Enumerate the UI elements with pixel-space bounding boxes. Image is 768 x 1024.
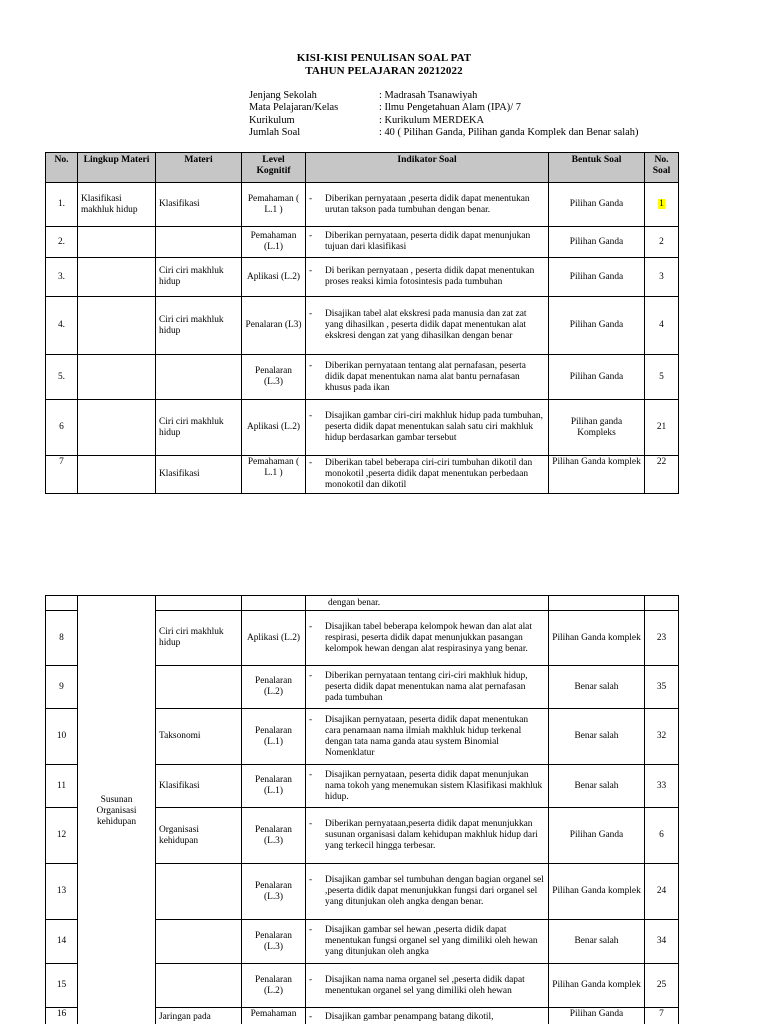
cell-no: 14 xyxy=(46,920,78,964)
indikator-text: Disajikan tabel beberapa kelompok hewan dan alat alat respirasi, peserta didik dapat menunjukkan pasangan kelompok hewan dengan alat respirasinya yang benar. xyxy=(325,621,532,654)
indikator-text: Disajikan gambar sel tumbuhan dengan bagian organel sel ,peserta didik dapat menunjukkan fungsi dari organel sel yang ditunjukan oleh angka dengan benar. xyxy=(325,875,544,907)
indikator-text: Diberikan pernyataan tentang alat pernafasan, peserta didik dapat menentukan nama alat bantu pernafasan khusus pada ikan xyxy=(325,360,526,393)
cell-indikator xyxy=(306,611,549,666)
meta-label: Jumlah Soal xyxy=(249,127,301,139)
header-level: Level Kognitif xyxy=(242,153,306,183)
cell-level: Aplikasi (L.2) xyxy=(242,611,306,666)
cell-bentuk: Pilihan Ganda xyxy=(549,355,645,400)
cell-bentuk: Pilihan Ganda xyxy=(549,808,645,864)
cell-no: 15 xyxy=(46,964,78,1008)
cell-lingkup xyxy=(78,227,156,258)
header-indikator: Indikator Soal xyxy=(306,153,549,183)
cell-materi: Ciri ciri makhluk hidup xyxy=(156,400,242,456)
cell-level: Penalaran (L3) xyxy=(242,297,306,355)
cell-indikator xyxy=(306,183,549,227)
cell-indikator-carry: dengan benar. xyxy=(306,596,549,611)
meta-label: Jenjang Sekolah xyxy=(249,90,317,101)
indikator-text: Disajikan gambar penampang batang dikotil, xyxy=(325,1012,494,1022)
cell-indikator xyxy=(306,964,549,1008)
cell-nosoal xyxy=(645,183,679,227)
indikator-text: Disajikan nama nama organel sel ,peserta didik dapat menentukan organel sel yang dimiliki oleh hewan xyxy=(325,974,525,996)
cell-materi: Klasifikasi xyxy=(156,456,242,494)
cell-level: Penalaran (L.3) xyxy=(242,864,306,920)
cell-materi xyxy=(156,227,242,258)
cell-bentuk: Pilihan Ganda xyxy=(549,1008,645,1024)
indikator-text: Diberikan pernyataan, peserta didik dapat menunjukan tujuan dari klasifikasi xyxy=(325,231,531,252)
cell-bentuk: Pilihan ganda Kompleks xyxy=(549,400,645,456)
bullet-dash: - xyxy=(309,411,313,421)
cell-materi: Ciri ciri makhluk hidup xyxy=(156,297,242,355)
table-row xyxy=(46,297,679,355)
cell-bentuk: Pilihan Ganda xyxy=(549,297,645,355)
table-row xyxy=(46,183,679,227)
bullet-dash: - xyxy=(309,714,313,725)
cell-indikator xyxy=(306,920,549,964)
cell-bentuk: Benar salah xyxy=(549,709,645,765)
cell-level: Penalaran (L.2) xyxy=(242,964,306,1008)
document-title: KISI-KISI PENULISAN SOAL PAT xyxy=(296,52,472,64)
cell-level: Pemahaman xyxy=(242,1008,306,1024)
cell-no: 12 xyxy=(46,808,78,864)
cell-bentuk: Benar salah xyxy=(549,666,645,709)
bullet-dash: - xyxy=(309,875,313,885)
cell-nosoal: 24 xyxy=(645,864,679,920)
cell-level: Pemahaman (L.1) xyxy=(242,227,306,258)
cell-nosoal: 6 xyxy=(645,808,679,864)
bullet-dash: - xyxy=(309,360,313,371)
header-bentuk: Bentuk Soal xyxy=(549,153,645,183)
cell-materi xyxy=(156,920,242,964)
cell-nosoal: 35 xyxy=(645,666,679,709)
cell-indikator xyxy=(306,400,549,456)
cell-level: Penalaran (L.2) xyxy=(242,666,306,709)
indikator-text: Diberikan tabel beberapa ciri-ciri tumbuhan dikotil dan monokotil ,peserta didik dapat menentukan perbedaan monokotil dan dikotil xyxy=(325,458,533,490)
cell-bentuk: Benar salah xyxy=(549,920,645,964)
cell-nosoal: 2 xyxy=(645,227,679,258)
cell-nosoal: 32 xyxy=(645,709,679,765)
cell-lingkup xyxy=(78,258,156,297)
blueprint-table-page2 xyxy=(45,595,679,1024)
meta-label: Kurikulum xyxy=(249,114,295,126)
cell-bentuk: Pilihan Ganda komplek xyxy=(549,864,645,920)
cell-no: 13 xyxy=(46,864,78,920)
table-row xyxy=(46,456,679,494)
cell-level: Pemahaman ( L.1 ) xyxy=(242,456,306,494)
highlighted-number: 1 xyxy=(659,199,664,209)
cell-no: 11 xyxy=(46,765,78,808)
indikator-text: Di berikan pernyataan , peserta didik dapat menentukan proses reaksi kimia fotosintesis pada tumbuhan xyxy=(325,266,535,287)
table-row xyxy=(46,258,679,297)
bullet-dash: - xyxy=(309,769,313,780)
cell-materi xyxy=(156,355,242,400)
cell-lingkup xyxy=(78,456,156,494)
cell-indikator xyxy=(306,355,549,400)
cell-no: 6 xyxy=(46,400,78,456)
cell-no: 9 xyxy=(46,666,78,709)
meta-value: : Kurikulum MERDEKA xyxy=(379,114,485,126)
cell-no xyxy=(46,596,78,611)
cell-level: Penalaran (L.1) xyxy=(242,709,306,765)
cell-nosoal: 4 xyxy=(645,297,679,355)
cell-level: Penalaran (L.3) xyxy=(242,808,306,864)
cell-nosoal: 21 xyxy=(645,400,679,456)
cell-bentuk: Pilihan Ganda xyxy=(549,227,645,258)
cell-indikator xyxy=(306,709,549,765)
cell-indikator xyxy=(306,765,549,808)
cell-indikator xyxy=(306,258,549,297)
bullet-dash: - xyxy=(309,621,313,632)
cell-nosoal: 3 xyxy=(645,258,679,297)
cell-level: Penalaran (L.3) xyxy=(242,355,306,400)
cell-bentuk: Pilihan Ganda xyxy=(549,183,645,227)
cell-level: Penalaran (L.3) xyxy=(242,920,306,964)
cell-no: 4. xyxy=(46,297,78,355)
header-lingkup: Lingkup Materi xyxy=(78,153,156,183)
meta-value: : Ilmu Pengetahuan Alam (IPA)/ 7 xyxy=(379,102,521,114)
cell-no: 3. xyxy=(46,258,78,297)
cell-level: Penalaran (L.1) xyxy=(242,765,306,808)
header-nosoal: No. Soal xyxy=(645,153,679,183)
cell-materi: Ciri ciri makhluk hidup xyxy=(156,258,242,297)
bullet-dash: - xyxy=(309,974,313,985)
cell-nosoal: 34 xyxy=(645,920,679,964)
table-row-carryover xyxy=(46,596,679,611)
cell-no: 8 xyxy=(46,611,78,666)
cell-indikator xyxy=(306,297,549,355)
bullet-dash: - xyxy=(309,458,313,468)
blueprint-table-page1 xyxy=(45,152,679,494)
cell-materi xyxy=(156,666,242,709)
cell-materi xyxy=(156,864,242,920)
table-header-row xyxy=(46,153,679,183)
meta-value: : 40 ( Pilihan Ganda, Pilihan ganda Komplek dan Benar salah) xyxy=(379,127,639,139)
table-row xyxy=(46,400,679,456)
cell-lingkup: Klasifikasi makhluk hidup xyxy=(78,183,156,227)
bullet-dash: - xyxy=(309,193,313,204)
cell-no: 7 xyxy=(46,456,78,494)
indikator-text: Diberikan pernyataan ,peserta didik dapat menentukan urutan takson pada tumbuhan dengan benar. xyxy=(325,193,530,215)
bullet-dash: - xyxy=(309,670,313,681)
cell-no: 1. xyxy=(46,183,78,227)
cell-bentuk: Pilihan Ganda komplek xyxy=(549,611,645,666)
cell-bentuk: Pilihan Ganda komplek xyxy=(549,964,645,1008)
meta-label: Mata Pelajaran/Kelas xyxy=(249,102,339,114)
cell-no: 16 xyxy=(46,1008,78,1024)
bullet-dash: - xyxy=(309,925,313,935)
bullet-dash: - xyxy=(309,1012,313,1022)
cell-materi xyxy=(156,596,242,611)
cell-nosoal: 22 xyxy=(645,456,679,494)
cell-materi: Organisasi kehidupan xyxy=(156,808,242,864)
indikator-text: Disajikan pernyataan, peserta didik dapat menunjukan nama tokoh yang menemukan sistem Klasifikasi makhluk hidup. xyxy=(325,769,543,802)
header-no: No. xyxy=(46,153,78,183)
cell-lingkup-merged xyxy=(78,596,156,1024)
cell-nosoal: 33 xyxy=(645,765,679,808)
cell-materi: Klasifikasi xyxy=(156,183,242,227)
bullet-dash: - xyxy=(309,266,313,276)
cell-lingkup xyxy=(78,297,156,355)
cell-nosoal: 25 xyxy=(645,964,679,1008)
indikator-text: Disajikan pernyataan, peserta didik dapat menentukan cara penamaan nama ilmiah makhluk hidup terkenal dengan tata nama ganda atau system Binomial Nomenklatur xyxy=(325,714,529,758)
indikator-text: Disajikan gambar ciri-ciri makhluk hidup pada tumbuhan, peserta didik dapat menentukan salah satu ciri makhluk hidup berdasarkan gambar tersebut xyxy=(325,411,543,443)
cell-indikator xyxy=(306,456,549,494)
cell-lingkup xyxy=(78,355,156,400)
indikator-text: Disajikan tabel alat ekskresi pada manusia dan zat zat yang dihasilkan , peserta didik dapat menentukan alat ekskresi dengan zat yang dihasilkan dengan benar xyxy=(325,309,527,341)
bullet-dash: - xyxy=(309,309,313,319)
cell-bentuk: Pilihan Ganda komplek xyxy=(549,456,645,494)
cell-indikator xyxy=(306,864,549,920)
cell-indikator xyxy=(306,1008,549,1024)
cell-no: 10 xyxy=(46,709,78,765)
indikator-text: Diberikan pernyataan,peserta didik dapat menunjukkan susunan organisasi dalam kehidupan makhluk hidup dari yang terkecil hingga terbesar. xyxy=(325,819,538,851)
meta-value: : Madrasah Tsanawiyah xyxy=(379,90,478,101)
cell-nosoal xyxy=(645,596,679,611)
cell-level xyxy=(242,596,306,611)
cell-level: Aplikasi (L.2) xyxy=(242,258,306,297)
indikator-text: Disajikan gambar sel hewan ,peserta didik dapat menentukan fungsi organel sel yang dimiliki oleh hewan yang ditunjukan oleh angka xyxy=(325,925,538,957)
cell-level: Aplikasi (L.2) xyxy=(242,400,306,456)
cell-bentuk: Pilihan Ganda xyxy=(549,258,645,297)
cell-nosoal: 23 xyxy=(645,611,679,666)
table-row xyxy=(46,355,679,400)
lingkup-text: Susunan Organisasi kehidupan xyxy=(96,795,137,827)
cell-no: 2. xyxy=(46,227,78,258)
cell-indikator xyxy=(306,808,549,864)
cell-materi xyxy=(156,964,242,1008)
cell-nosoal: 5 xyxy=(645,355,679,400)
cell-materi: Ciri ciri makhluk hidup xyxy=(156,611,242,666)
bullet-dash: - xyxy=(309,819,313,829)
header-materi: Materi xyxy=(156,153,242,183)
cell-lingkup xyxy=(78,400,156,456)
cell-level: Pemahaman ( L.1 ) xyxy=(242,183,306,227)
document-subtitle: TAHUN PELAJARAN 20212022 xyxy=(305,65,463,77)
cell-materi: Jaringan pada xyxy=(156,1008,242,1024)
cell-bentuk xyxy=(549,596,645,611)
cell-materi: Taksonomi xyxy=(156,709,242,765)
cell-indikator xyxy=(306,666,549,709)
cell-materi: Klasifikasi xyxy=(156,765,242,808)
cell-no: 5. xyxy=(46,355,78,400)
indikator-text: Diberikan pernyataan tentang ciri-ciri makhluk hidup, peserta didik dapat menentukan nama alat pernafasan pada tumbuhan xyxy=(325,670,528,703)
cell-indikator xyxy=(306,227,549,258)
table-row xyxy=(46,227,679,258)
cell-nosoal: 7 xyxy=(645,1008,679,1024)
cell-bentuk: Benar salah xyxy=(549,765,645,808)
bullet-dash: - xyxy=(309,231,313,241)
